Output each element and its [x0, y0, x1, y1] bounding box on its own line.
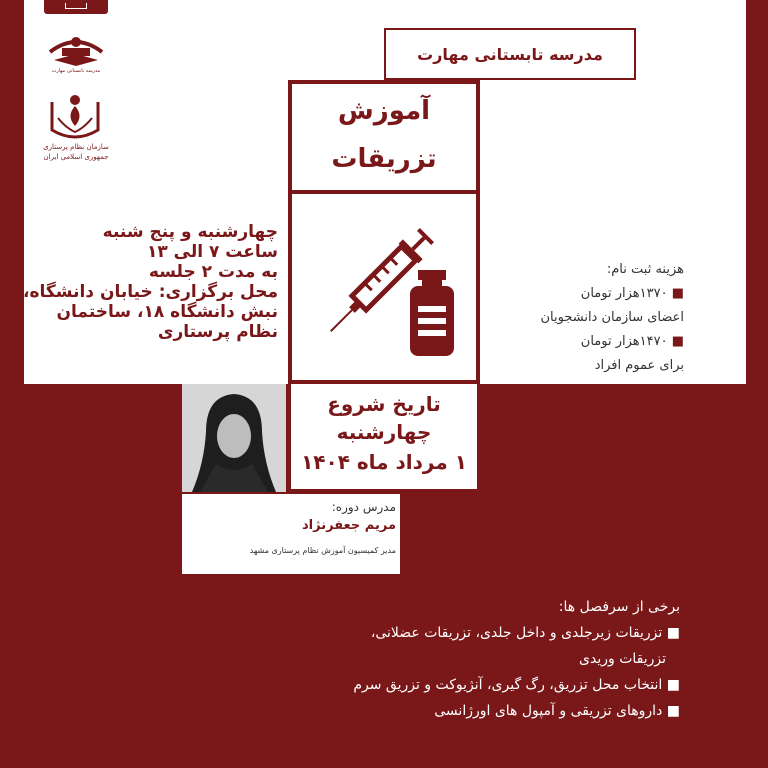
schedule-time: ساعت ۷ الی ۱۳ — [146, 242, 278, 262]
instructor-portrait-icon — [182, 384, 286, 492]
org-name-line2: جمهوری اسلامی ایران — [43, 153, 109, 161]
bullet-icon: ■ — [662, 703, 680, 719]
syllabus-item-3: ■ داروهای تزریقی و آمپول های اورژانسی — [434, 703, 680, 719]
syllabus — [260, 594, 680, 724]
syllabus-item-2: ■ انتخاب محل تزریق، رگ گیری، آنژیوکت و تزریق سرم — [353, 677, 680, 693]
start-day: چهارشنبه — [336, 420, 432, 444]
title-line1: آموزش — [337, 96, 431, 126]
schedule-duration: به مدت ۲ جلسه — [148, 262, 278, 282]
fee-item2-price: ■ ۱۴۷۰هزار تومان — [580, 334, 684, 349]
instructor-role: مدیر کمیسیون آموزش نظام پرستاری مشهد — [249, 546, 396, 555]
syllabus-heading: برخی از سرفصل ها: — [558, 599, 680, 615]
fee-item1-desc: اعضای سازمان دانشجویان — [540, 310, 684, 325]
nursing-org-logo-icon — [46, 88, 104, 144]
school-name: مدرسه تابستانی مهارت — [384, 28, 636, 80]
org-name-line1: سازمان نظام پرستاری — [43, 143, 109, 151]
school-logo-label: مدرسه تابستانی مهارت — [51, 68, 101, 74]
start-date: ۱ مرداد ماه ۱۴۰۴ — [301, 450, 467, 474]
instructor-label: مدرس دوره: — [331, 500, 396, 514]
fee-item1-price: ■ ۱۳۷۰هزار تومان — [580, 286, 684, 301]
fee-info — [484, 258, 684, 378]
schedule-days: چهارشنبه و پنج شنبه — [102, 222, 278, 242]
bullet-icon: ■ — [667, 334, 684, 349]
schedule-location-1: محل برگزاری: خیابان دانشگاه، — [23, 282, 278, 302]
fee-item2-desc: برای عموم افراد — [594, 358, 684, 373]
fee-label: هزینه ثبت نام: — [606, 262, 684, 277]
start-label: تاریخ شروع — [327, 392, 441, 416]
top-tab-icon — [44, 0, 108, 14]
school-logo-icon — [40, 26, 112, 72]
title-line2: تزریقات — [331, 144, 437, 174]
syllabus-item-1-cont: تزریقات وریدی — [579, 651, 666, 667]
instructor-photo — [182, 384, 286, 492]
bullet-icon: ■ — [662, 677, 680, 693]
schedule-location-3: نظام پرستاری — [157, 322, 278, 342]
bullet-icon: ■ — [667, 286, 684, 301]
instructor-name: مریم جعفرنژاد — [302, 518, 396, 533]
schedule-location-2: نبش دانشگاه ۱۸، ساختمان — [56, 302, 278, 322]
syllabus-item-1: ■ تزریقات زیرجلدی و داخل جلدی، تزریقات عضلانی، — [370, 625, 680, 641]
bullet-icon: ■ — [662, 625, 680, 641]
